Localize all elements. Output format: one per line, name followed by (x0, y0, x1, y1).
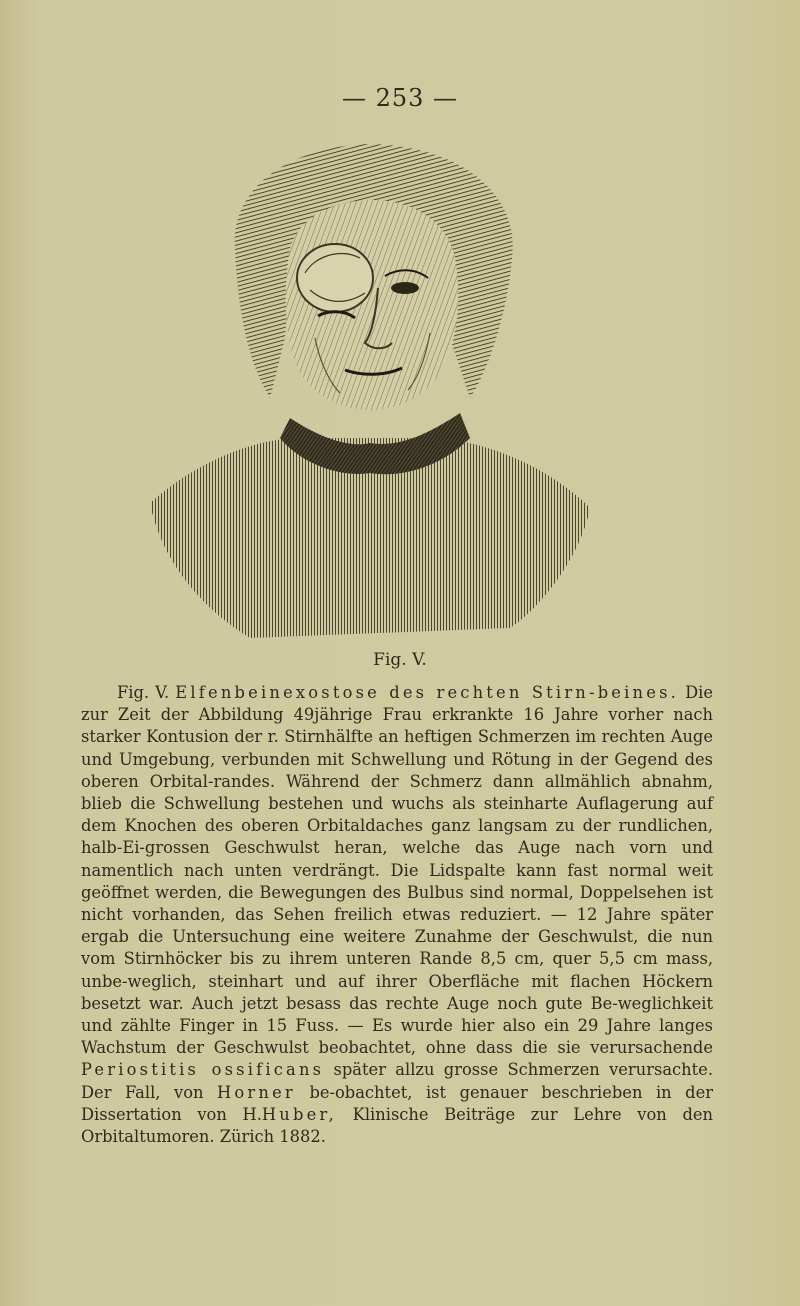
caption-title: Elfenbeinexostose des rechten Stirn-beines. (175, 683, 680, 702)
page-number: — 253 — (341, 84, 459, 112)
caption-lead: Fig. V. (117, 683, 170, 702)
figure-illustration (140, 138, 600, 646)
figure-caption-paragraph (81, 682, 713, 1148)
caption-term: Periostitis ossificans (81, 1060, 325, 1080)
caption-author-name-2: Huber, (261, 1104, 337, 1124)
engraving-portrait-icon (140, 138, 600, 646)
caption-paragraph (81, 682, 713, 1148)
caption-text: Die zur Zeit der Abbildung 49jährige Frau erkrankte 16 Jahre vorher nach starker Kontusion der r. Stirnhälfte an heftigen Schmerzen im rechten Auge und Umgebung, verbunden mit Schwellung und Rötung in der Gegend des oberen Orbital-randes. Während der Schmerz dann allmählich abnahm, blieb die Schwellung bestehen und wuchs als steinharte Auflagerung auf dem Knochen des oberen Orbitaldaches ganz langsam zu der rundlichen, halb-Ei-grossen Geschwulst heran, welche das Auge nach vorn und namentlich nach unten verdrängt. Die Lidspalte kann fast normal weit geöffnet werden, die Bewegungen des Bulbus sind normal, Doppelsehen ist nicht vorhanden, das Sehen freilich etwas reduziert. — 12 Jahre später ergab die Untersuchung eine weitere Zunahme der Geschwulst, die nun vom Stirnhöcker bis zu ihrem unteren Rande 8,5 cm, quer 5,5 cm mass, unbe-weglich, steinhart und auf ihrer Oberfläche mit flachen Höckern besetzt war. Auch jetzt besass das rechte Auge noch gute Be-weglichkeit und zählte Finger in 15 Fuss. — Es wurde hier also ein 29 Jahre langes Wachstum der Geschwulst beobachtet, ohne dass die sie verursachende (81, 683, 713, 1058)
figure-label: Fig. V. (373, 650, 427, 670)
caption-text-4: Klinische Beiträge zur Lehre von den Orbitaltumoren. Zürich 1882. (81, 1104, 713, 1147)
caption-text-3: be-obachtet, ist genauer beschrieben in der Dissertation von H. (81, 1082, 713, 1124)
caption-text-2: später allzu grosse Schmerzen verursachte. Der Fall, von (81, 1060, 713, 1102)
caption-author-name: Horner (217, 1082, 296, 1102)
